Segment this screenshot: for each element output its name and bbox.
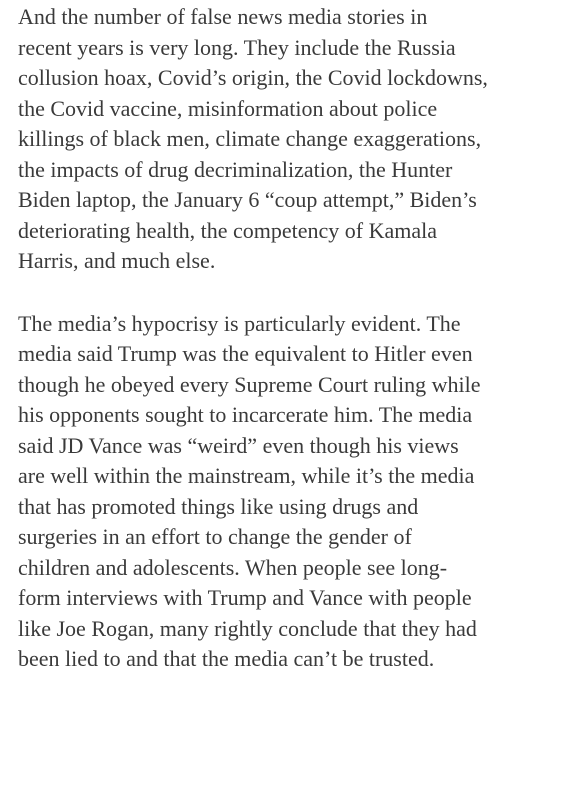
text-line: the impacts of drug decriminalization, the Hunter	[18, 156, 453, 182]
text-line: And the number of false news media stories in	[18, 4, 428, 29]
text-line: form interviews with Trump and Vance with people	[18, 585, 472, 610]
text-line: recent years is very long. They include the Russia	[18, 34, 456, 60]
text-line: his opponents sought to incarcerate him. The media	[18, 402, 473, 427]
text-line: collusion hoax, Covid’s origin, the Covid lockdowns,	[18, 65, 488, 90]
paragraph-spacer	[18, 277, 572, 309]
text-line: The media’s hypocrisy is particularly evident. The	[18, 310, 461, 336]
text-line: like Joe Rogan, many rightly conclude that they had	[18, 615, 477, 641]
text-line: that has promoted things like using drugs and	[18, 493, 419, 519]
text-line: been lied to and that the media can’t be trusted.	[18, 646, 435, 671]
text-line: media said Trump was the equivalent to Hitler even	[18, 341, 473, 366]
paragraph-media-hypocrisy	[18, 309, 572, 675]
paragraph-false-news-stories	[18, 2, 572, 277]
text-line: are well within the mainstream, while it’s the media	[18, 463, 475, 488]
text-line: Biden laptop, the January 6 “coup attempt,” Biden’s	[18, 187, 477, 212]
text-line: children and adolescents. When people see long-	[18, 554, 448, 580]
text-line: said JD Vance was “weird” even though his views	[18, 432, 459, 458]
text-line: surgeries in an effort to change the gender of	[18, 524, 412, 549]
text-line: deteriorating health, the competency of Kamala	[18, 217, 438, 243]
text-line: though he obeyed every Supreme Court ruling while	[18, 371, 481, 397]
text-line: the Covid vaccine, misinformation about police	[18, 95, 438, 121]
text-line: killings of black men, climate change exaggerations,	[18, 126, 482, 151]
text-line: Harris, and much else.	[18, 248, 216, 273]
